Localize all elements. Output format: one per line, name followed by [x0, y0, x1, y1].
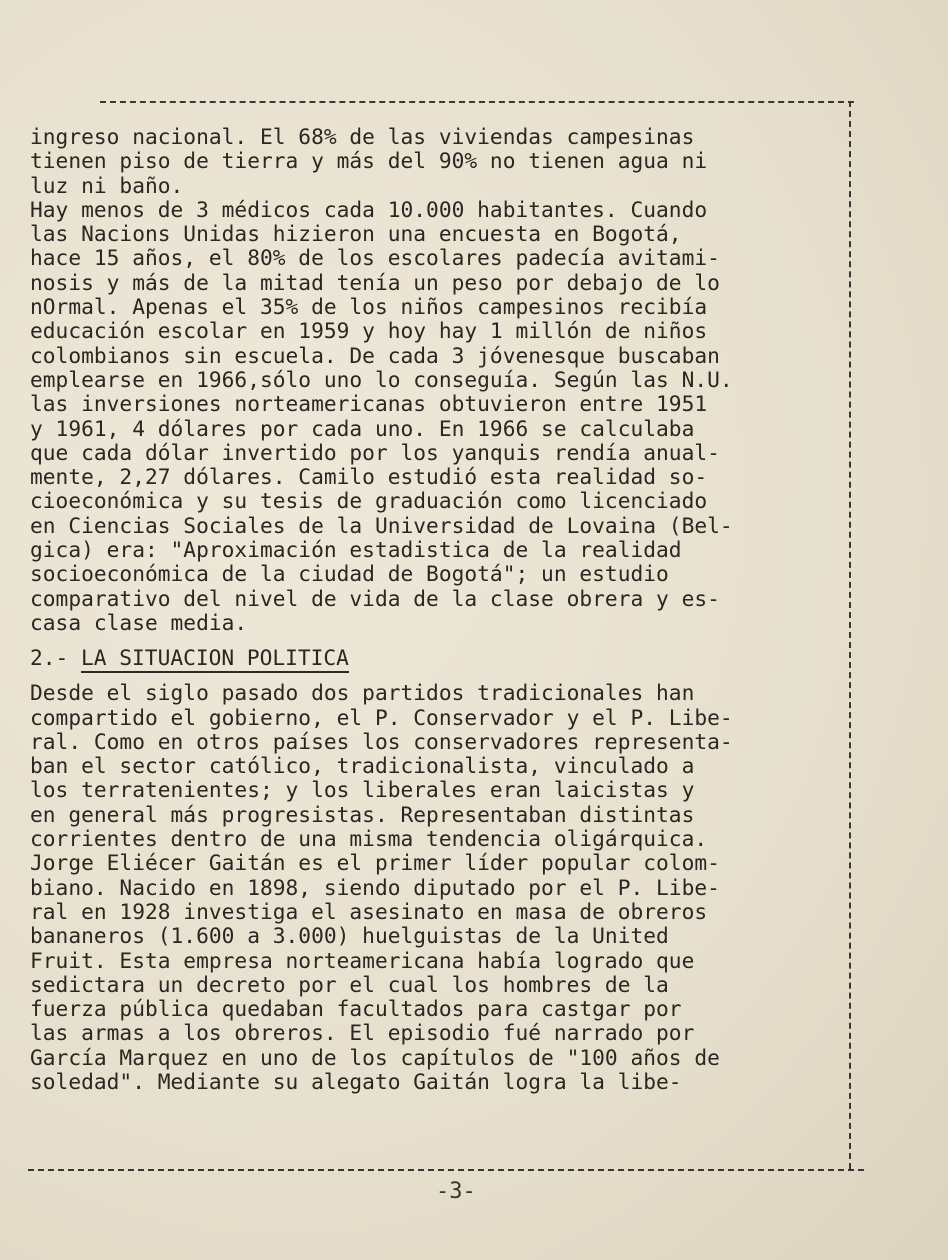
text-line: en Ciencias Sociales de la Universidad de Lovaina (Bel- — [30, 512, 733, 538]
text-line: las Nacions Unidas hizieron una encuesta en Bogotá, — [30, 221, 682, 247]
text-line: Fruit. Esta empresa norteamericana había logrado que — [30, 947, 695, 973]
section-heading-title: LA SITUACION POLITICA — [81, 645, 349, 673]
text-line: ral en 1928 investiga el asesinato en masa de obreros — [30, 898, 708, 924]
text-line: tienen piso de tierra y más del 90% no tienen agua ni — [30, 148, 708, 174]
text-line: emplearse en 1966,sólo uno lo conseguía. Según las N.U. — [30, 366, 733, 392]
text-line: las armas a los obreros. El episodio fué narrado por — [30, 1020, 695, 1046]
page-number: -3- — [436, 1179, 476, 1204]
text-line: Hay menos de 3 médicos cada 10.000 habitantes. Cuando — [30, 196, 708, 222]
text-line: Jorge Eliécer Gaitán es el primer líder popular colom- — [30, 850, 720, 876]
text-line: ingreso nacional. El 68% de las viviendas campesinas — [30, 124, 695, 149]
text-line: comparativo del nivel de vida de la clase obrera y es- — [30, 585, 720, 611]
text-line: hace 15 años, el 80% de los escolares padecía avitami- — [30, 245, 720, 271]
text-line: ral. Como en otros países los conservadores representa- — [30, 728, 733, 754]
text-line: y 1961, 4 dólares por cada uno. En 1966 se calculaba — [30, 415, 695, 441]
text-line: casa clase media. — [30, 609, 248, 635]
text-line: en general más progresistas. Representaban distintas — [30, 801, 695, 827]
text-line: nOrmal. Apenas el 35% de los niños campesinos recibía — [30, 294, 708, 320]
text-line: socioeconómica de la ciudad de Bogotá"; un estudio — [30, 561, 669, 587]
text-line: nosis y más de la mitad tenía un peso por debajo de lo — [30, 269, 720, 295]
page-frame-bottom-border — [28, 1169, 864, 1171]
text-line: mente, 2,27 dólares. Camilo estudió esta realidad so- — [30, 464, 708, 490]
section-heading-number: 2.- — [30, 645, 82, 671]
page-frame-right-border — [849, 101, 851, 1169]
text-line: colombianos sin escuela. De cada 3 jóvenesque buscaban — [30, 342, 720, 368]
text-line: sedictara un decreto por el cual los hombres de la — [30, 971, 669, 997]
text-line: que cada dólar invertido por los yanquis rendía anual- — [30, 439, 720, 465]
text-line: las inversiones norteamericanas obtuvieron entre 1951 — [30, 391, 708, 417]
text-line: compartido el gobierno, el P. Conservador y el P. Libe- — [30, 704, 733, 730]
text-line: bananeros (1.600 a 3.000) huelguistas de la United — [30, 923, 669, 949]
paragraph-socioeconomic — [30, 125, 845, 635]
typewritten-text-block — [30, 125, 845, 1094]
text-line: soledad". Mediante su alegato Gaitán logra la libe- — [30, 1068, 682, 1094]
text-line: luz ni baño. — [30, 172, 184, 198]
text-line: biano. Nacido en 1898, siendo diputado por el P. Libe- — [30, 874, 720, 900]
text-line: García Marquez en uno de los capítulos de "100 años de — [30, 1044, 720, 1070]
text-line: cioeconómica y su tesis de graduación como licenciado — [30, 488, 708, 514]
text-line: los terratenientes; y los liberales eran laicistas y — [30, 777, 695, 803]
text-line: educación escolar en 1959 y hoy hay 1 millón de niños — [30, 318, 708, 344]
text-line: fuerza pública quedaban facultados para castgar por — [30, 996, 682, 1022]
text-line: corrientes dentro de una misma tendencia oligárquica. — [30, 826, 708, 852]
page-frame-top-border — [100, 101, 854, 103]
text-line: ban el sector católico, tradicionalista, vinculado a — [30, 753, 695, 779]
section-heading — [30, 645, 845, 671]
paragraph-political-situation — [30, 681, 845, 1094]
text-line: gica) era: "Aproximación estadistica de la realidad — [30, 537, 682, 563]
text-line: Desde el siglo pasado dos partidos tradicionales han — [30, 680, 695, 706]
